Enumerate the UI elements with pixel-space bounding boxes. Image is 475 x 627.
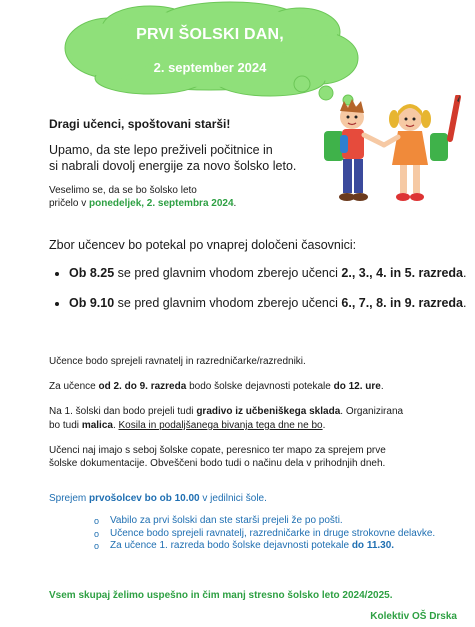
start-line-1: Veselimo se, da se bo šolsko leto: [49, 185, 197, 196]
schedule-time: Ob 9.10: [69, 296, 115, 310]
list-item-time: do 11.30.: [351, 540, 395, 551]
event-date: 2. september 2024: [153, 60, 267, 75]
start-line-2: [49, 197, 236, 211]
books-d: bo tudi: [49, 420, 82, 431]
cloud-banner: [0, 0, 475, 110]
schedule-item: [69, 295, 469, 311]
books-no-lunch: Kosila in podaljšanega bivanja tega dne ne bo: [118, 420, 323, 431]
books-c: . Organizirana: [340, 406, 404, 417]
list-item: [110, 528, 470, 541]
schedule-end: .: [462, 296, 467, 310]
school-kids-illustration: [318, 95, 468, 220]
activities-a: Za učence: [49, 381, 99, 392]
books-f: .: [112, 420, 119, 431]
start-date: ponedeljek, 2. septembra 2024: [89, 198, 234, 209]
closing-wish: Vsem skupaj želimo uspešno in čim manj stresno šolsko leto 2024/2025.: [49, 590, 393, 601]
schedule-end: .: [462, 266, 467, 280]
first-graders-a: Sprejem: [49, 493, 90, 504]
schedule-text: se pred glavnim vhodom zberejo učenci: [114, 296, 342, 310]
start-suffix: .: [233, 198, 237, 209]
books-material: gradivo iz učbeniškega sklada: [196, 406, 341, 417]
first-graders-c: v jedilnici šole.: [199, 493, 267, 504]
page-title: PRVI ŠOLSKI DAN,: [136, 26, 284, 43]
books-text: [49, 405, 459, 433]
schedule-item: [69, 265, 469, 281]
first-graders-list: [92, 515, 470, 553]
books-meal: malica: [81, 420, 113, 431]
schedule-time: Ob 8.25: [69, 266, 115, 280]
first-graders-time: prvošolcev bo ob 10.00: [89, 493, 200, 504]
greeting: Dragi učenci, spoštovani starši!: [49, 117, 231, 131]
activities-e: .: [380, 381, 384, 392]
schedule-list: [49, 265, 469, 325]
activities-c: bodo šolske dejavnosti potekale: [186, 381, 334, 392]
bring-line-2: šolske dokumentacije. Obveščeni bodo tudi o načinu dela v prihodnjih dneh.: [49, 458, 386, 469]
signature: Kolektiv OŠ Drska: [370, 611, 457, 622]
first-graders-text: [49, 492, 267, 506]
activities-grades: od 2. do 9. razreda: [98, 381, 187, 392]
list-item-text: Za učence 1. razreda bodo šolske dejavnosti potekale: [110, 540, 352, 551]
list-item: [110, 540, 470, 553]
activities-time: do 12. ure: [333, 381, 381, 392]
schedule-text: se pred glavnim vhodom zberejo učenci: [114, 266, 342, 280]
bring-line-1: Učenci naj imajo s seboj šolske copate, peresnico ter mapo za sprejem prve: [49, 445, 386, 456]
schedule-grades: 2., 3., 4. in 5. razreda: [341, 266, 463, 280]
books-a: Na 1. šolski dan bodo prejeli tudi: [49, 406, 197, 417]
intro-line-2: si nabrali dovolj energije za novo šolsko leto.: [49, 159, 297, 173]
start-prefix: pričelo v: [49, 198, 90, 209]
schedule-grades: 6., 7., 8. in 9. razreda: [341, 296, 463, 310]
intro-line-1: Upamo, da ste lepo preživeli počitnice in: [49, 143, 273, 157]
list-item: [110, 515, 470, 528]
reception-text: Učence bodo sprejeli ravnatelj in razredničarke/razredniki.: [49, 356, 306, 367]
books-h: .: [322, 420, 326, 431]
schedule-intro: Zbor učencev bo potekal po vnaprej določeni časovnici:: [49, 238, 357, 252]
activities-text: [49, 380, 384, 394]
list-item-text: Vabilo za prvi šolski dan ste starši prejeli že po pošti.: [110, 515, 343, 526]
list-item-text: Učence bodo sprejeli ravnatelj, razredničarke in druge strokovne delavke.: [110, 527, 436, 539]
